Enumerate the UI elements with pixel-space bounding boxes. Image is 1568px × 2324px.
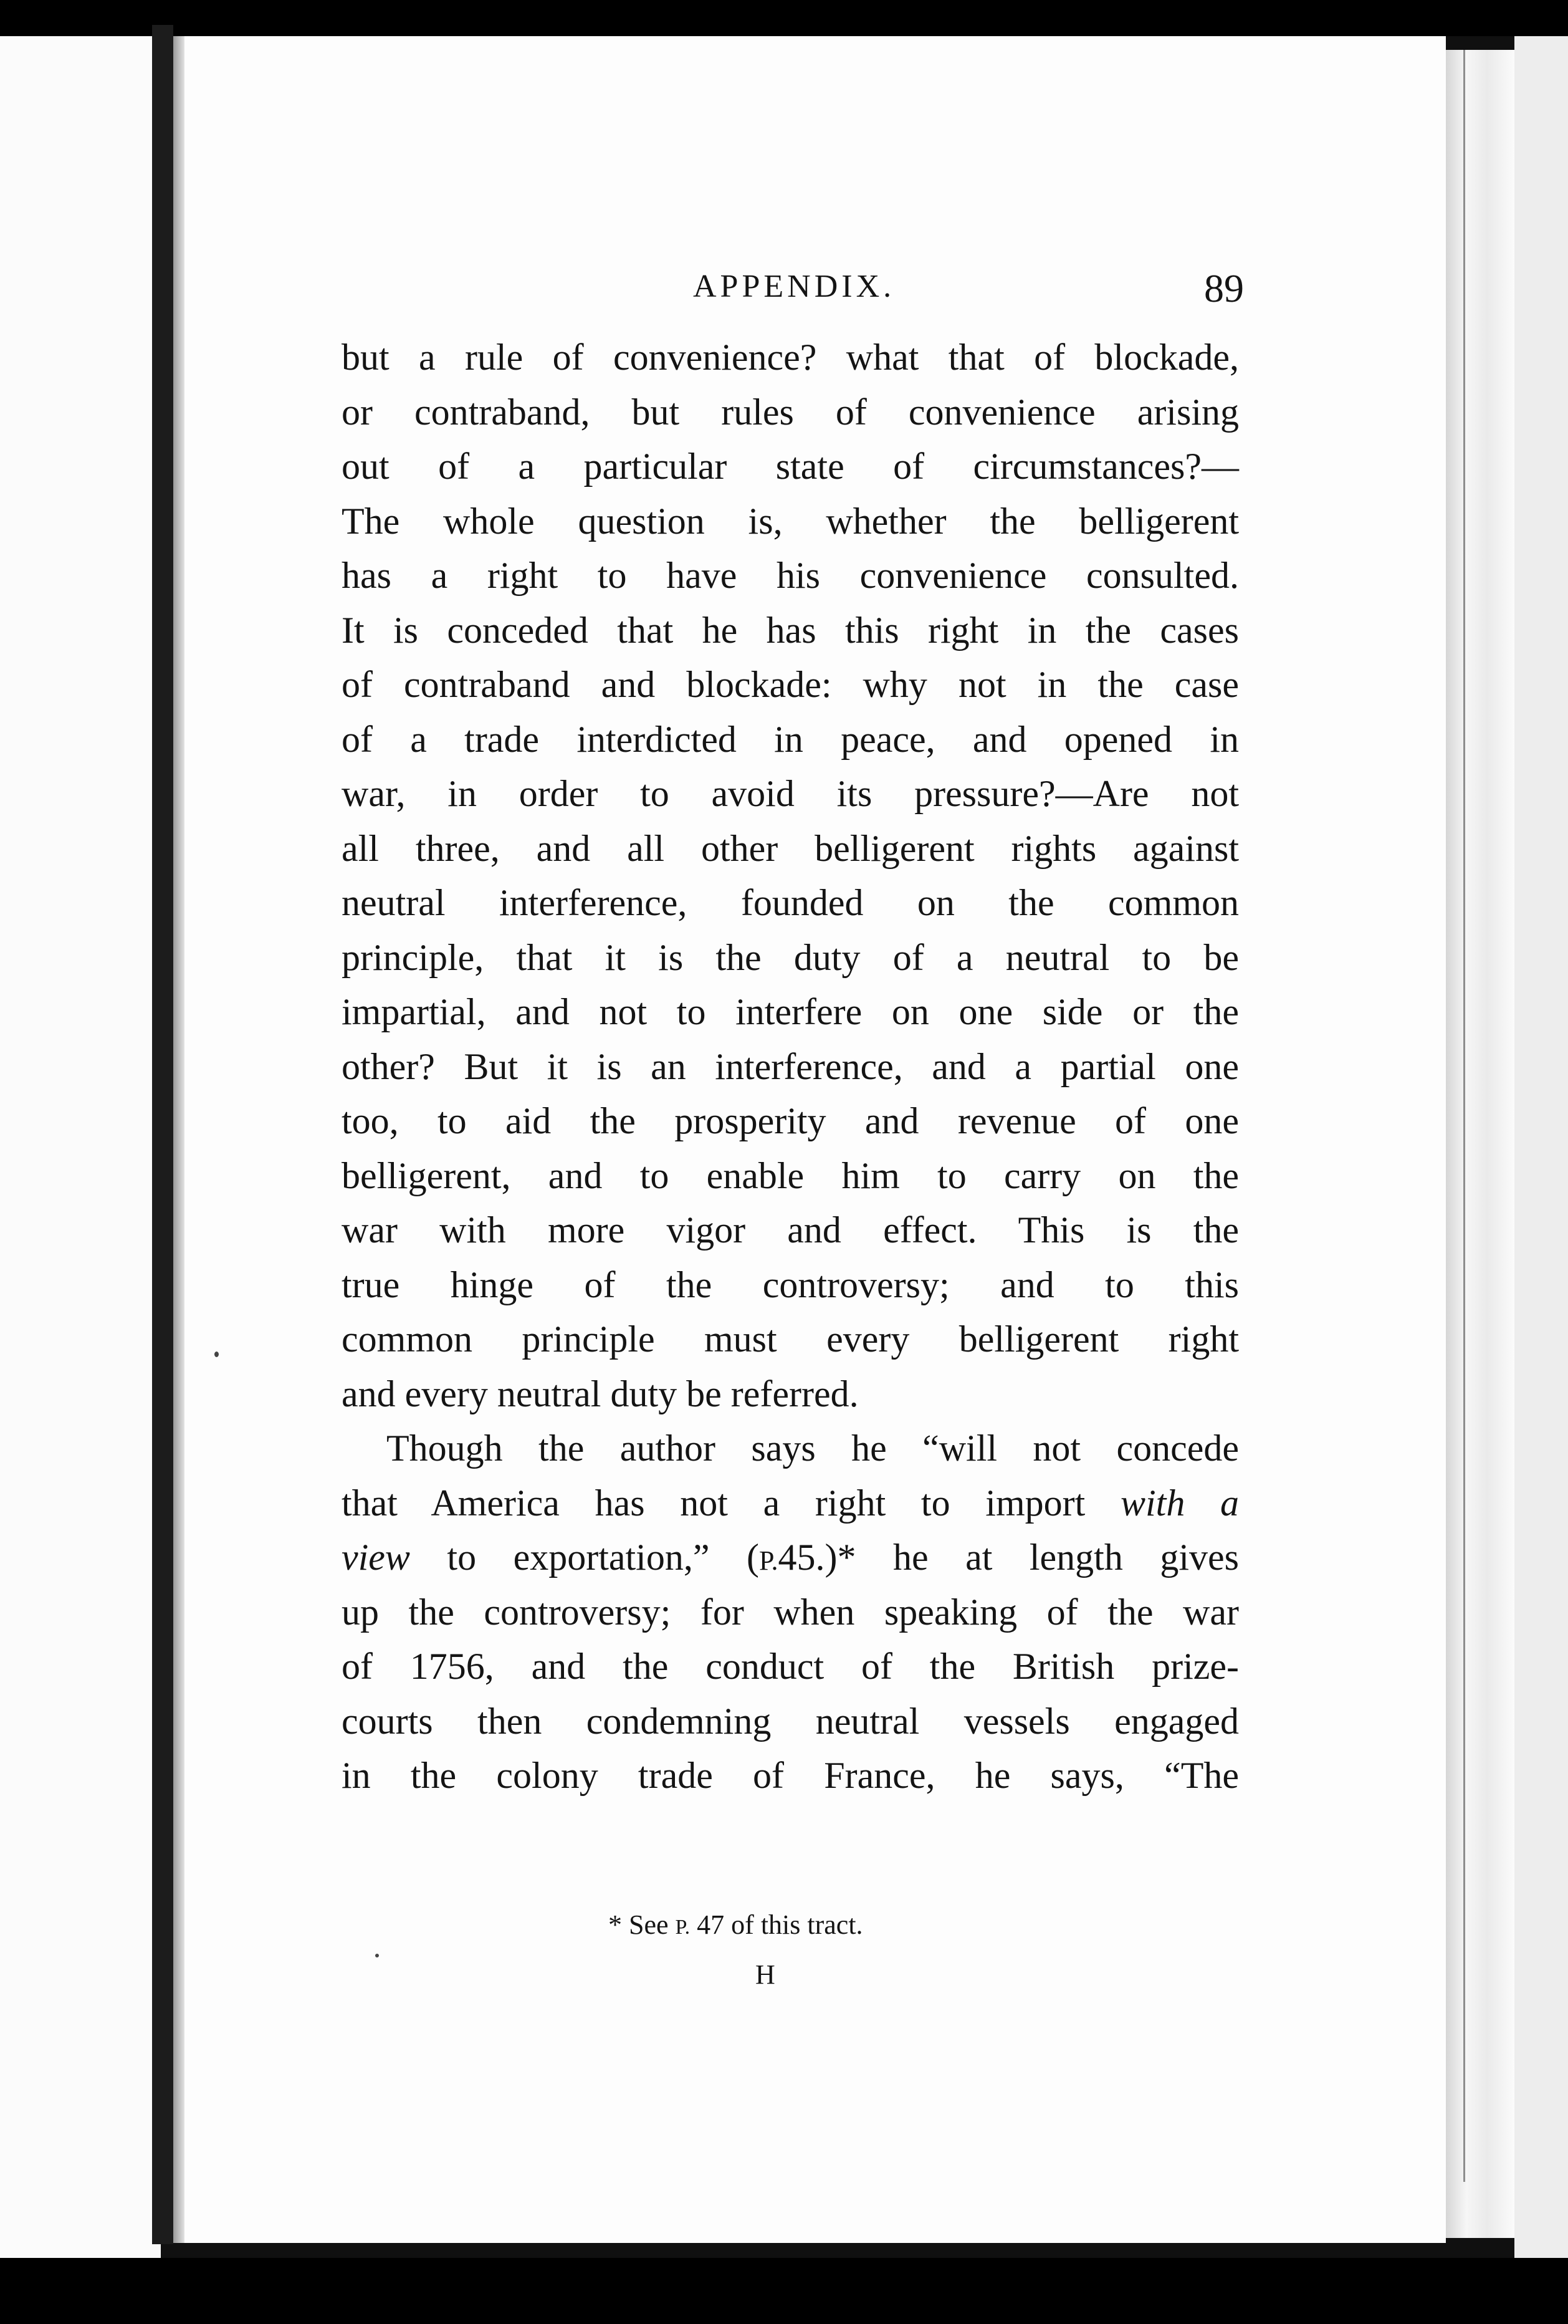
text-line: of a trade interdicted in peace, and opened in [342, 718, 1239, 760]
small-caps-text: P. [675, 1916, 691, 1939]
page-fore-edge [1446, 50, 1514, 2238]
text-line: up the controversy; for when speaking of the war [342, 1591, 1239, 1633]
footnote [608, 1909, 863, 1941]
text-line: too, to aid the prosperity and revenue of one [342, 1100, 1239, 1141]
italic-text: view [342, 1537, 410, 1578]
footnote-text: See [622, 1909, 676, 1940]
text-line: It is conceded that he has this right in the cases [342, 609, 1239, 651]
paper-speck [375, 1954, 379, 1957]
text-line: common principle must every belligerent right [342, 1318, 1239, 1360]
text-line [342, 1476, 1239, 1531]
text-run: 45.)* he at length gives [778, 1537, 1239, 1578]
text-line: Though the author says he “will not concede [386, 1428, 1239, 1469]
small-caps-text: P. [758, 1545, 778, 1576]
text-line: out of a particular state of circumstances?— [342, 446, 1239, 487]
text-line: war, in order to avoid its pressure?—Are not [342, 773, 1239, 814]
signature-mark: H [755, 1959, 775, 1990]
text-line: courts then condemning neutral vessels engaged [342, 1700, 1239, 1742]
page-text [342, 262, 1244, 1803]
text-run: that America has not a right to import [342, 1482, 1121, 1524]
text-line: or contraband, but rules of convenience arising [342, 391, 1239, 433]
paragraph-2 [342, 1421, 1239, 1803]
text-line: impartial, and not to interfere on one side or the [342, 991, 1239, 1032]
footnote-text: 47 of this tract. [690, 1909, 863, 1940]
scanner-right-margin [1514, 36, 1568, 2258]
scanner-top-edge [0, 0, 1568, 36]
text-line: of 1756, and the conduct of the British prize- [342, 1646, 1239, 1687]
text-line: war with more vigor and effect. This is the [342, 1209, 1239, 1251]
scanner-bottom-edge [0, 2258, 1568, 2324]
italic-text: with a [1120, 1482, 1239, 1524]
text-line: other? But it is an interference, and a partial one [342, 1045, 1239, 1087]
book-gutter [152, 25, 173, 2244]
paragraph-1 [342, 330, 1239, 1421]
text-line: and every neutral duty be referred. [342, 1373, 859, 1414]
page-number: 89 [1204, 266, 1244, 310]
text-line: true hinge of the controversy; and to this [342, 1264, 1239, 1305]
facing-left-page [0, 36, 161, 2258]
text-line: belligerent, and to enable him to carry on the [342, 1155, 1239, 1196]
text-line [342, 1530, 1239, 1585]
page-edge-line [1463, 50, 1465, 2182]
text-line: principle, that it is the duty of a neutral to be [342, 936, 1239, 978]
text-run: to exportation,” ( [409, 1537, 759, 1578]
page-header [342, 262, 1244, 330]
text-line: has a right to have his convenience consulted. [342, 555, 1239, 596]
paper-speck [214, 1352, 219, 1357]
text-line: in the colony trade of France, he says, “The [342, 1755, 1239, 1796]
text-line: of contraband and blockade: why not in the case [342, 664, 1239, 705]
text-line: but a rule of convenience? what that of blockade, [342, 337, 1239, 378]
text-line: The whole question is, whether the belligerent [342, 500, 1239, 542]
text-line: all three, and all other belligerent rights against [342, 827, 1239, 869]
footnote-marker: * [608, 1909, 622, 1940]
text-line: neutral interference, founded on the common [342, 882, 1239, 923]
running-head: APPENDIX. [693, 269, 896, 304]
